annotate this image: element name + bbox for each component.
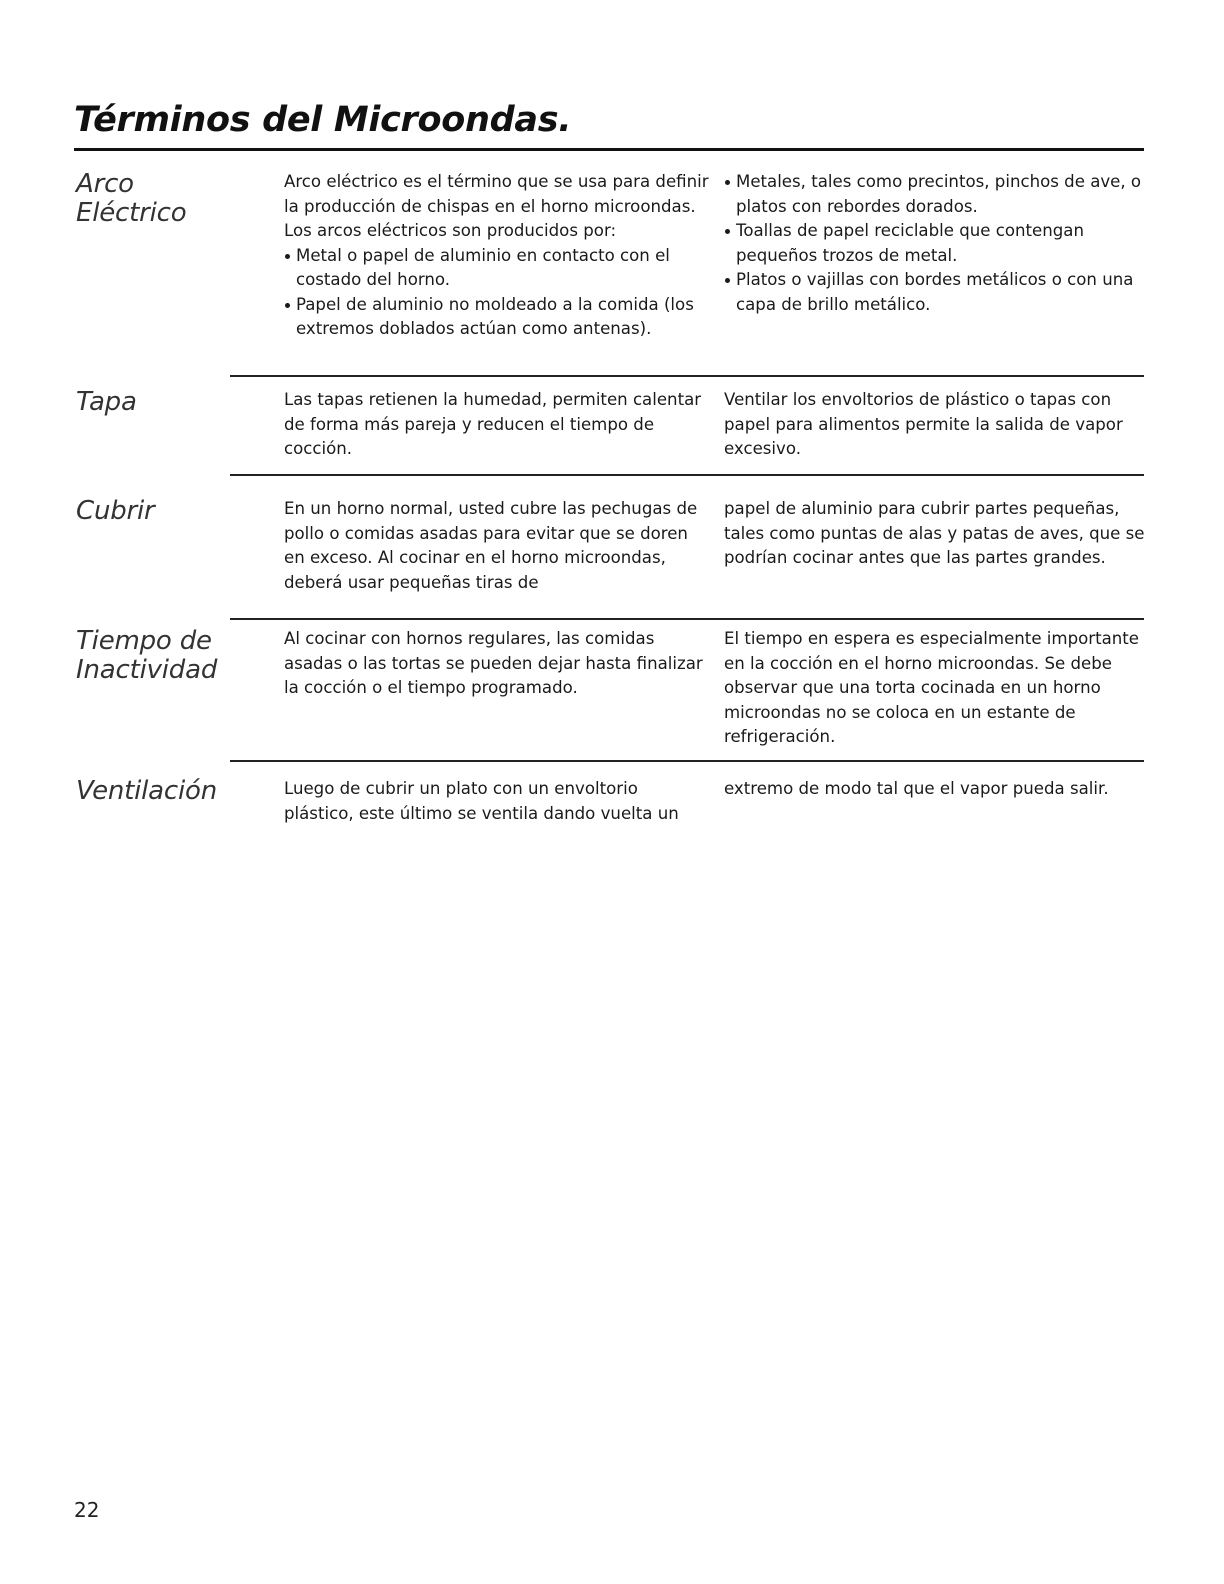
definition-text: El tiempo en espera es especialmente importante en la cocción en el horno microondas. Se debe observar que una torta cocinada en un horno microondas no se coloca en un estante de refrigeración.: [724, 629, 1139, 746]
definition-text: Al cocinar con hornos regulares, las comidas asadas o las tortas se pueden dejar hasta finalizar la cocción o el tiempo programado.: [284, 629, 703, 697]
definition-left-column: [284, 388, 709, 462]
page-title: Términos del Microondas.: [74, 100, 572, 140]
definition-text: extremo de modo tal que el vapor pueda salir.: [724, 779, 1109, 798]
definition-right-column: [724, 497, 1149, 571]
definition-right-column: [724, 777, 1149, 802]
section-divider: [230, 375, 1144, 377]
section-divider: [230, 474, 1144, 476]
bullet-item: Toallas de papel reciclable que contengan pequeños trozos de metal.: [724, 219, 1149, 268]
definition-text: En un horno normal, usted cubre las pechugas de pollo o comidas asadas para evitar que se doren en exceso. Al cocinar en el horno microondas, deberá usar pequeñas tiras de: [284, 499, 698, 592]
definition-intro: Arco eléctrico es el término que se usa para definir la producción de chispas en el horno microondas. Los arcos eléctricos son producidos por:: [284, 172, 709, 240]
term-heading: Arco Eléctrico: [76, 169, 187, 228]
definition-text: Luego de cubrir un plato con un envoltorio plástico, este último se ventila dando vuelta un: [284, 779, 679, 823]
definition-left-column: [284, 497, 709, 595]
definition-right-column: [724, 388, 1149, 462]
section-divider: [230, 618, 1144, 620]
title-rule: [74, 148, 1144, 151]
bullet-item: Metales, tales como precintos, pinchos de ave, o platos con rebordes dorados.: [724, 170, 1149, 219]
section-divider: [230, 760, 1144, 762]
definition-text: Las tapas retienen la humedad, permiten calentar de forma más pareja y reducen el tiempo de cocción.: [284, 390, 702, 458]
bullet-item: Metal o papel de aluminio en contacto con el costado del horno.: [284, 244, 709, 293]
term-heading: Cubrir: [76, 496, 155, 526]
term-heading: Tapa: [76, 387, 137, 417]
bullet-item: Platos o vajillas con bordes metálicos o con una capa de brillo metálico.: [724, 268, 1149, 317]
definition-right-column: [724, 170, 1149, 317]
definition-text: Ventilar los envoltorios de plástico o tapas con papel para alimentos permite la salida de vapor excesivo.: [724, 390, 1123, 458]
definition-left-column: [284, 627, 709, 701]
bullet-item: Papel de aluminio no moldeado a la comida (los extremos doblados actúan como antenas).: [284, 293, 709, 342]
term-heading: Ventilación: [76, 776, 218, 806]
page-number: 22: [74, 1498, 100, 1522]
definition-left-column: [284, 170, 709, 342]
definition-right-column: [724, 627, 1149, 750]
definition-text: papel de aluminio para cubrir partes pequeñas, tales como puntas de alas y patas de aves, que se podrían cocinar antes que las partes grandes.: [724, 499, 1145, 567]
definition-left-column: [284, 777, 709, 826]
term-heading: Tiempo de Inactividad: [76, 626, 218, 685]
